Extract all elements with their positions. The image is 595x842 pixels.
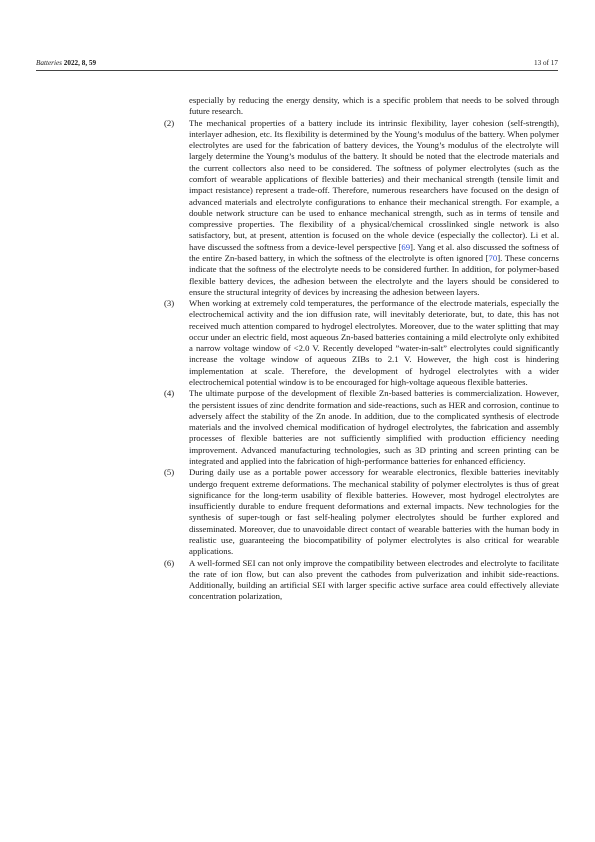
header-rule: [36, 70, 558, 71]
list-item-text: The ultimate purpose of the development of flexible Zn-based batteries is commercialization. However, the persistent issues of zinc dendrite formation and side-reactions, such as HER and corrosion, continue to adversely affect the stability of the Zn anode. In addition, due to the complicated synthesis of electrode materials and the involved chemical modification of hydrogel electrolytes, the fabrication and assembly processes of flexible batteries are not sufficiently simplified with production efficiency needing improvement. Advanced manufacturing technologies, such as 3D printing and screen printing can be integrated and applied into the fabrication of high-performance batteries for enhanced efficiency.: [189, 388, 559, 466]
list-item-text: During daily use as a portable power accessory for wearable electronics, flexible batteries inevitably undergo frequent extreme deformations. The mechanical stability of polymer electrolytes is thus of great significance for the long-term usability of flexible batteries. However, most hydrogel electrolytes are insufficiently durable to endure frequent deformations and external impacts. New technologies for the synthesis of super-tough or fast self-healing polymer electrolytes should be further explored and disseminated. Moreover, due to unavoidable direct contact of wearable batteries with the human body in realistic use, guaranteeing the biocompatibility of polymer electrolytes is also critical for wearable applications.: [189, 467, 559, 557]
list-item-text-part: The mechanical properties of a battery include its intrinsic flexibility, layer cohesion (self-strength), interlayer adhesion, etc. Its flexibility is determined by the Young’s modulus of the battery. When polymer electrolytes are used for the fabrication of battery devices, the Young’s modulus of the electrolyte will largely determine the Young’s modulus of the battery. It should be noted that the electrode materials and the current collectors also need to be considered. The softness of polymer electrolytes (such as the comfort of wearable applications of flexible batteries) and their mechanical strength (tensile limit and impact resistance) represent a trade-off. Therefore, numerous researchers have focused on the design of advanced materials and electrolyte configurations to enhance their mechanical strength. For example, a double network structure can be used to enhance mechanical strength, such as in terms of tensile and compressive properties. The flexibility of a physical/chemical crosslinked single network is also satisfactory, but, at present, attention is focused on the whole device (especially the collector). Li et al. have discussed the softness from a device-level perspective [: [189, 117, 559, 252]
list-item-text-part: ]. These concerns indicate that the softness of the electrolyte needs to be considered further. In addition, for polymer-based flexible battery devices, the adhesion between the electrolyte and the layers should be considered to ensure the structural integrity of devices by increasing the adhesion between layers.: [189, 252, 559, 297]
list-item: [164, 467, 559, 557]
list-item: [164, 558, 559, 603]
list-item-number: (4): [164, 388, 175, 399]
list-item-number: (5): [164, 467, 175, 478]
page-header: [36, 57, 558, 69]
list-item: [164, 298, 559, 388]
list-item-text: [189, 118, 559, 299]
list-item-number: (6): [164, 557, 175, 568]
list-item: [164, 118, 559, 299]
list-item: [164, 388, 559, 467]
body-text: [164, 95, 559, 603]
page-number: 13 of 17: [534, 59, 558, 67]
list-item-number: (3): [164, 298, 175, 309]
continued-paragraph: especially by reducing the energy density, which is a specific problem that needs to be solved through future research.: [189, 95, 559, 117]
citation-year: 2022, 8, 59: [63, 59, 97, 67]
list-item-text: A well-formed SEI can not only improve the compatibility between electrodes and electrolyte to facilitate the rate of ion flow, but can also prevent the cathodes from pulverization and inhibit side-reactions. Additionally, building an artificial SEI with larger specific active surface area could effectively alleviate concentration polarization,: [189, 557, 559, 602]
journal-name: Batteries: [36, 59, 62, 67]
citation-link[interactable]: 70: [488, 252, 498, 263]
list-item-text-part: ]. Yang et al. also discussed the softness of the entire Zn-based battery, in which the softness of the electrolyte is often ignored [: [189, 241, 559, 263]
list-item-number: (2): [164, 117, 175, 128]
journal-citation: [36, 57, 96, 69]
list-item-text: When working at extremely cold temperatures, the performance of the electrode materials, especially the electrochemical activity and the ion diffusion rate, will inevitably deteriorate, but, to date, this has not received much attention compared to hydrogel electrolytes. Moreover, due to the water splitting that may occur under an electric field, most aqueous Zn-based batteries containing a mild electrolyte only exhibited a narrow voltage window of <2.0 V. Recently developed ”water-in-salt” electrolytes could significantly increase the voltage window of aqueous ZIBs to 2.1 V. However, the high cost is hindering implementation at scale. Therefore, the development of hydrogel electrolytes with a wider electrochemical potential window is to be encouraged for high-voltage aqueous flexible batteries.: [189, 298, 559, 388]
citation-link[interactable]: 69: [401, 241, 411, 252]
